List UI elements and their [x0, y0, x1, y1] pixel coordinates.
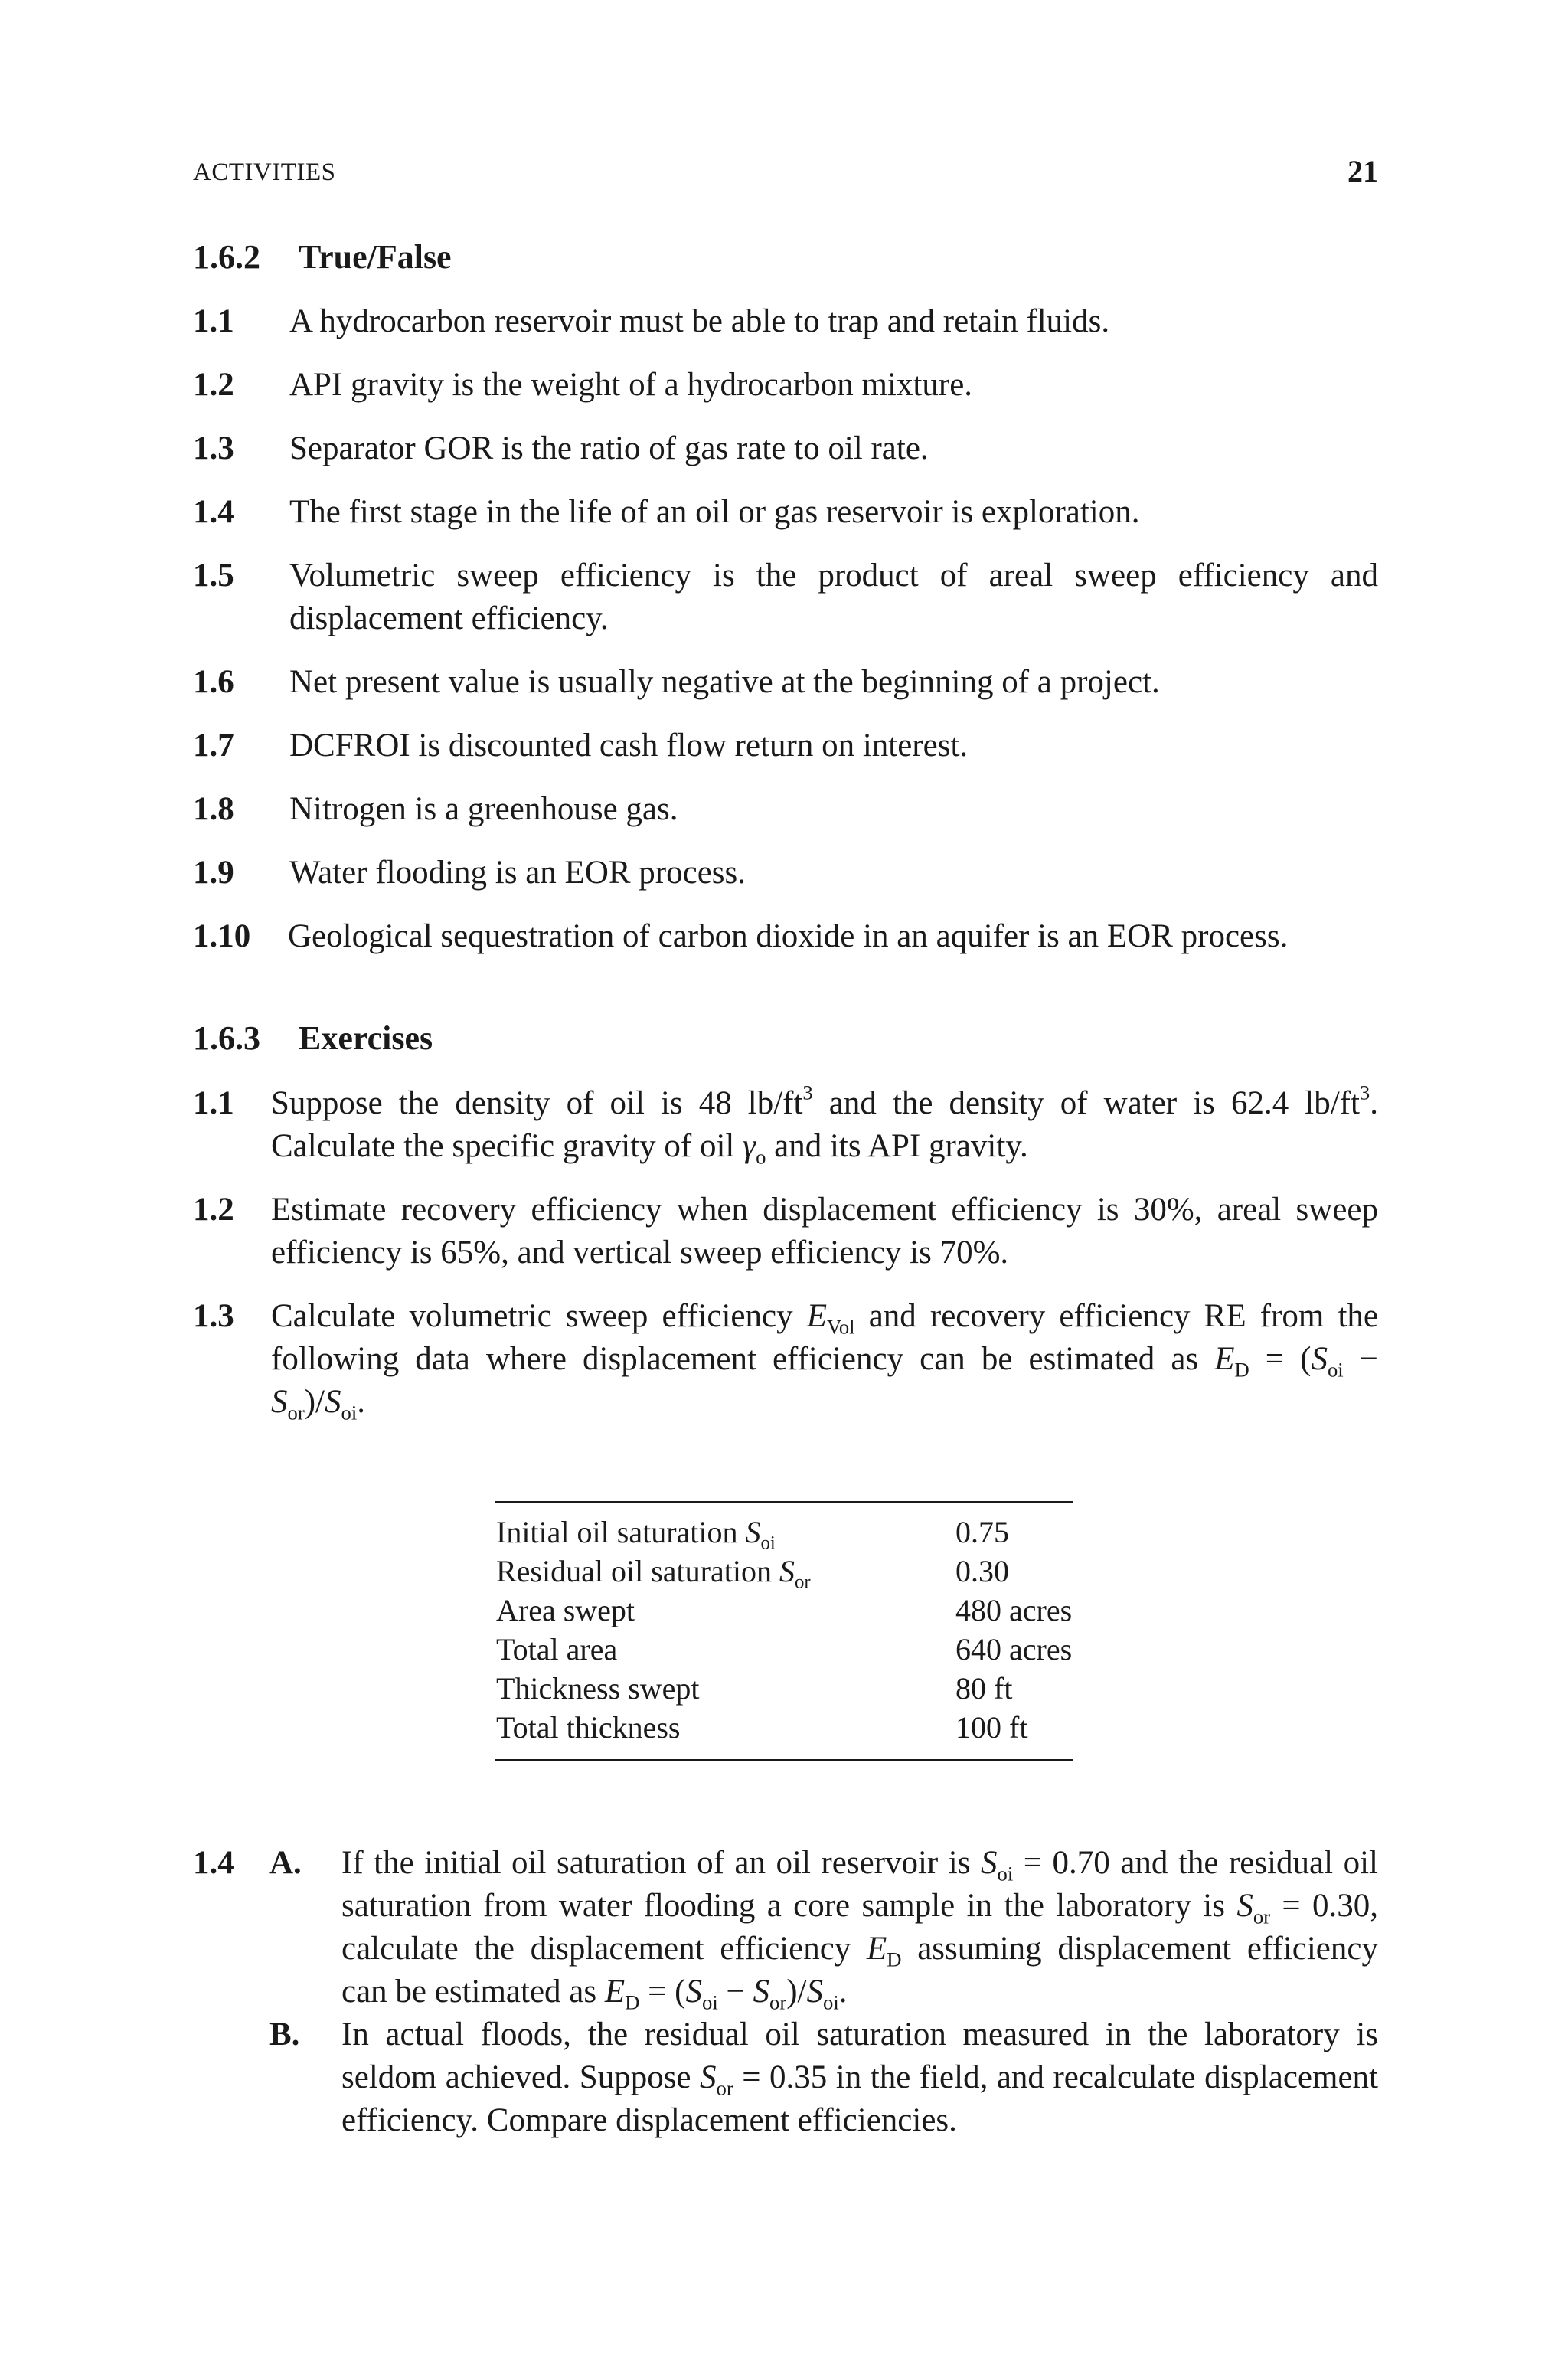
- question-number: 1.6: [193, 664, 234, 700]
- section-number: 1.6.2: [193, 238, 260, 276]
- question-text: Net present value is usually negative at the beginning of a project.: [289, 664, 1160, 700]
- table-row: [495, 1591, 1073, 1630]
- exercise-text: Estimate recovery efficiency when displacement efficiency is 30%, areal sweep efficiency is 65%, and vertical sweep efficiency is 70%.: [271, 1192, 1378, 1271]
- question-text: Separator GOR is the ratio of gas rate to oil rate.: [289, 430, 929, 466]
- data-table: [495, 1501, 1073, 1761]
- question-number: 1.9: [193, 855, 234, 891]
- section-heading-true-false: [193, 237, 452, 276]
- section-heading-exercises: [193, 1019, 433, 1058]
- exercise-text: Calculate volumetric sweep efficiency $E_{Vol}$ and recovery efficiency RE from the following data where displacement efficiency can be estimated as $E_D = (S_{oi} - S_{or})/S_{oi}$.: [271, 1298, 1378, 1424]
- table-label: Total thickness: [496, 1710, 681, 1745]
- table-label: Thickness swept: [496, 1671, 700, 1706]
- table-label: Residual oil saturation $S_{or}$: [496, 1554, 811, 1593]
- table-row: [495, 1513, 1073, 1552]
- question-text: API gravity is the weight of a hydrocarbon mixture.: [289, 367, 973, 403]
- question-text: DCFROI is discounted cash flow return on interest.: [289, 728, 969, 764]
- table-label: Area swept: [496, 1593, 635, 1627]
- table-row: [495, 1669, 1073, 1708]
- part-text: If the initial oil saturation of an oil reservoir is $S_{oi} = 0.70$ and the residual oil saturation from water flooding a core sample in the laboratory is $S_{or} = 0.30$, calculate the displacement efficiency $E_D$ assuming displacement efficiency can be estimated as $E_D = (S_{oi} - S_{or})/S_{oi}$.: [341, 1845, 1378, 2014]
- table-value: 640 acres: [956, 1632, 1073, 1666]
- table-value: 0.30: [956, 1554, 1009, 1588]
- question-number: 1.8: [193, 791, 234, 827]
- part-label: A.: [270, 1845, 302, 1881]
- section-title: Exercises: [299, 1019, 433, 1057]
- table-row: [495, 1552, 1073, 1591]
- exercise-text: Suppose the density of oil is 48 $lb/ft^3$ and the density of water is 62.4 $lb/ft^3$. Calculate the specific gravity of oil $\gamma_o$ and its API gravity.: [271, 1081, 1378, 1169]
- question-text: Volumetric sweep efficiency is the product of areal sweep efficiency and displacement efficiency.: [289, 558, 1378, 636]
- question-text: Nitrogen is a greenhouse gas.: [289, 791, 678, 827]
- question-text: Geological sequestration of carbon dioxide in an aquifer is an EOR process.: [288, 918, 1289, 954]
- question-number: 1.7: [193, 728, 234, 764]
- question-text: Water flooding is an EOR process.: [289, 855, 746, 891]
- gamma-symbol: γ: [743, 1128, 756, 1164]
- table-label: Total area: [496, 1632, 618, 1666]
- section-number: 1.6.3: [193, 1019, 260, 1057]
- question-number: 1.3: [193, 430, 234, 466]
- question-number: 1.1: [193, 303, 234, 339]
- question-text: A hydrocarbon reservoir must be able to trap and retain fluids.: [289, 303, 1110, 339]
- table-value: 80 ft: [956, 1671, 1013, 1706]
- table-value: 480 acres: [956, 1593, 1073, 1627]
- exercise-number: 1.4: [193, 1845, 234, 1881]
- section-title: True/False: [299, 238, 452, 276]
- exercise-number: 1.3: [193, 1298, 234, 1334]
- question-text: The first stage in the life of an oil or gas reservoir is exploration.: [289, 494, 1140, 530]
- exercise-number: 1.1: [193, 1085, 234, 1121]
- part-text: In actual floods, the residual oil saturation measured in the laboratory is seldom achieved. Suppose $S_{or} = 0.35$ in the field, and recalculate displacement efficiency. Compare displacement efficiencies.: [341, 2016, 1378, 2138]
- question-number: 1.5: [193, 558, 234, 594]
- running-header: ACTIVITIES: [193, 159, 336, 186]
- part-label: B.: [270, 2016, 300, 2052]
- table-row: [495, 1708, 1073, 1747]
- table-value: 0.75: [956, 1515, 1009, 1549]
- page-number: 21: [1348, 154, 1378, 188]
- table-row: [495, 1630, 1073, 1669]
- table-value: 100 ft: [956, 1710, 1028, 1745]
- question-number: 1.4: [193, 494, 234, 530]
- question-number: 1.10: [193, 918, 251, 954]
- question-number: 1.2: [193, 367, 234, 403]
- table-label: Initial oil saturation $S_{oi}$: [496, 1515, 776, 1554]
- exercise-number: 1.2: [193, 1192, 234, 1228]
- formula: $E_D = (S_{oi} - S_{or})/S_{oi}$.: [271, 1341, 1378, 1424]
